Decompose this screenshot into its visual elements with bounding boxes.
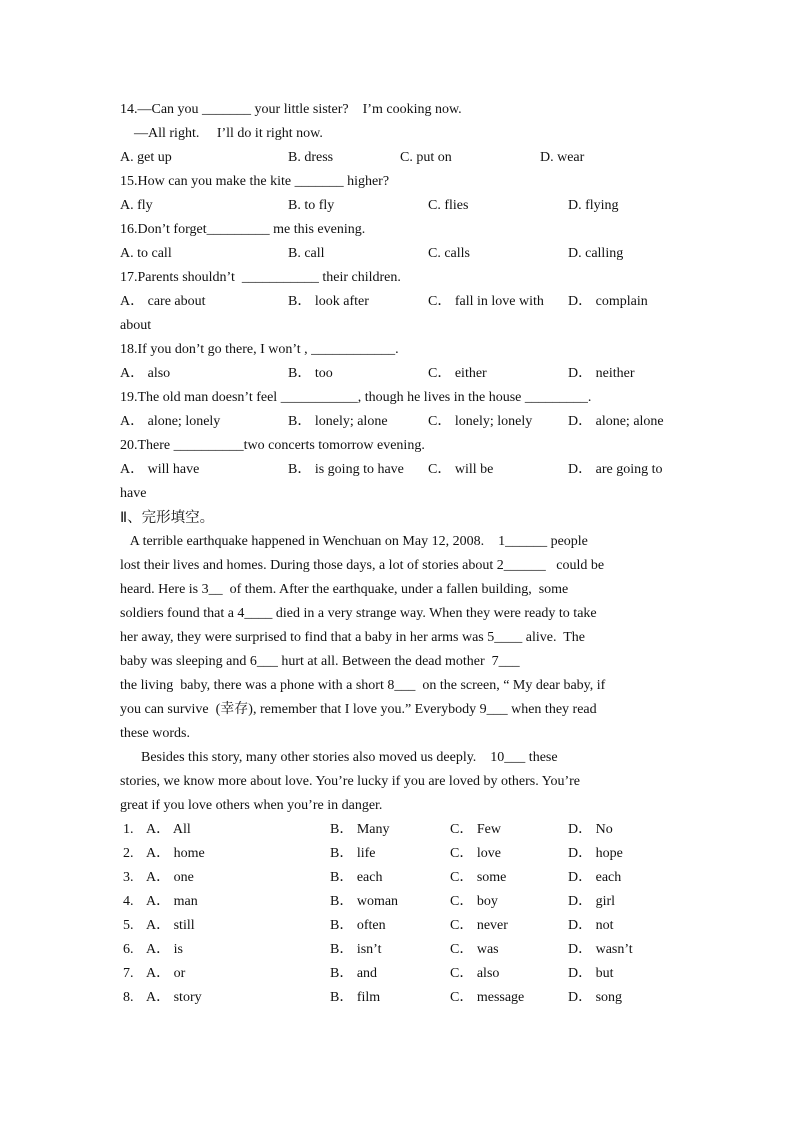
passage-line: the living baby, there was a phone with a short 8___ on the screen, “ My dear baby, if [120,678,606,693]
cloze-number: 5. [123,918,134,933]
question-16-option-c: C. calls [428,246,470,261]
question-19-option-a: A． alone; lonely [120,414,221,429]
question-16-option-a: A. to call [120,246,172,261]
question-15-option-a: A. fly [120,198,153,213]
cloze-number: 7. [123,966,134,981]
passage-line: great if you love others when you’re in danger. [120,798,383,813]
question-20-option-b: B． is going to have [288,462,404,477]
cloze-option-c: C． message [450,990,525,1005]
question-16-option-b: B. call [288,246,325,261]
question-17-option-a: A． care about [120,294,206,309]
cloze-option-c: C． boy [450,894,498,909]
cloze-option-d: D． song [568,990,623,1005]
question-15-line: 15.How can you make the kite _______ higher? [120,174,390,189]
question-16-option-d: D. calling [568,246,624,261]
question-18-option-b: B． too [288,366,333,381]
question-20-option-c: C． will be [428,462,494,477]
passage-line: A terrible earthquake happened in Wenchuan on May 12, 2008. 1______ people [120,534,588,549]
question-17-option-c: C． fall in love with [428,294,544,309]
question-18-option-d: D． neither [568,366,635,381]
question-14-option-b: B. dress [288,150,334,165]
cloze-option-d: D． not [568,918,614,933]
cloze-option-c: C． Few [450,822,501,837]
cloze-option-a: A． or [146,966,186,981]
question-17-option-b: B． look after [288,294,369,309]
cloze-number: 8. [123,990,134,1005]
question-20-option-d: D． are going to [568,462,663,477]
cloze-number: 1. [123,822,134,837]
passage-line: you can survive (幸存), remember that I love you.” Everybody 9___ when they read [120,702,597,717]
question-15-option-c: C. flies [428,198,469,213]
question-20-option-a: A． will have [120,462,200,477]
cloze-option-a: A． still [146,918,195,933]
question-14-option-d: D. wear [540,150,585,165]
cloze-option-a: A． is [146,942,183,957]
question-17-line: 17.Parents shouldn’t ___________ their children. [120,270,401,285]
question-20-line: 20.There __________two concerts tomorrow evening. [120,438,425,453]
question-19-option-d: D． alone; alone [568,414,664,429]
cloze-option-c: C． was [450,942,499,957]
question-16-line: 16.Don’t forget_________ me this evening. [120,222,366,237]
question-19-line: 19.The old man doesn’t feel ___________, though he lives in the house _________. [120,390,592,405]
cloze-option-b: B． Many [330,822,390,837]
cloze-option-a: A． one [146,870,194,885]
passage-line: stories, we know more about love. You’re lucky if you are loved by others. You’re [120,774,580,789]
passage-line: these words. [120,726,190,741]
question-14-option-c: C. put on [400,150,452,165]
question-19-option-c: C． lonely; lonely [428,414,533,429]
question-18-option-c: C． either [428,366,487,381]
question-17-option-d: D． complain [568,294,648,309]
cloze-option-c: C． some [450,870,507,885]
cloze-number: 4. [123,894,134,909]
cloze-option-c: C． also [450,966,500,981]
cloze-option-c: C． never [450,918,508,933]
cloze-option-d: D． hope [568,846,623,861]
passage-line: lost their lives and homes. During those days, a lot of stories about 2______ could be [120,558,605,573]
cloze-option-d: D． each [568,870,622,885]
question-18-line: 18.If you don’t go there, I won’t , ____________. [120,342,399,357]
passage-line: heard. Here is 3__ of them. After the earthquake, under a fallen building, some [120,582,569,597]
cloze-option-b: B． isn’t [330,942,382,957]
cloze-option-b: B． film [330,990,381,1005]
cloze-option-c: C． love [450,846,501,861]
cloze-option-b: B． often [330,918,386,933]
question-14-line-1: 14.—Can you _______ your little sister? I’m cooking now. [120,102,462,117]
question-17-continuation: about [120,318,152,333]
question-20-continuation: have [120,486,147,501]
cloze-option-d: D． but [568,966,614,981]
question-18-option-a: A． also [120,366,171,381]
cloze-option-a: A． home [146,846,205,861]
cloze-option-d: D． girl [568,894,616,909]
question-15-option-d: D. flying [568,198,619,213]
passage-line: her away, they were surprised to find that a baby in her arms was 5____ alive. The [120,630,585,645]
passage-line: soldiers found that a 4____ died in a very strange way. When they were ready to take [120,606,597,621]
cloze-option-b: B． life [330,846,376,861]
section-title: Ⅱ、完形填空。 [120,510,215,526]
cloze-option-d: D． No [568,822,613,837]
cloze-number: 6. [123,942,134,957]
passage-line: Besides this story, many other stories also moved us deeply. 10___ these [120,750,558,765]
cloze-option-d: D． wasn’t [568,942,633,957]
passage-line: baby was sleeping and 6___ hurt at all. Between the dead mother 7___ [120,654,520,669]
cloze-option-a: A． story [146,990,202,1005]
question-19-option-b: B． lonely; alone [288,414,388,429]
cloze-number: 2. [123,846,134,861]
question-15-option-b: B. to fly [288,198,335,213]
cloze-option-b: B． each [330,870,383,885]
cloze-option-b: B． woman [330,894,399,909]
question-14-option-a: A. get up [120,150,172,165]
cloze-option-a: A． man [146,894,198,909]
cloze-number: 3. [123,870,134,885]
cloze-option-a: A． All [146,822,191,837]
question-14-line-2: —All right. I’ll do it right now. [120,126,323,141]
cloze-option-b: B． and [330,966,378,981]
